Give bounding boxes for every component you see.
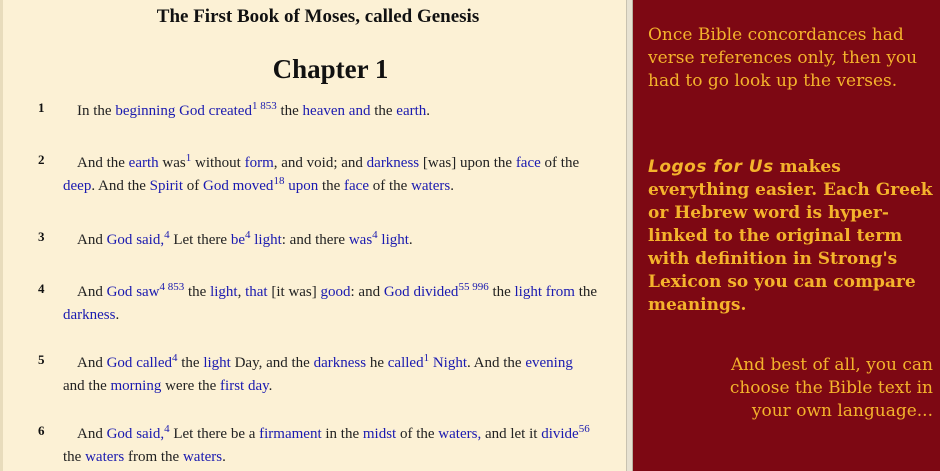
word-link[interactable]: said, <box>136 232 165 248</box>
word-link[interactable]: divide <box>541 426 579 442</box>
strongs-reference-link[interactable]: 4 <box>164 229 170 241</box>
word-link[interactable]: God <box>179 103 205 119</box>
word-link[interactable]: God <box>106 232 133 248</box>
strongs-reference-link[interactable]: 1 853 <box>251 100 277 112</box>
word-link[interactable]: God <box>106 426 133 442</box>
word-link[interactable]: light <box>210 284 238 300</box>
promo-panel <box>633 0 940 471</box>
verse-number: 1 <box>38 100 45 115</box>
word-link[interactable]: created <box>208 103 252 119</box>
word-link[interactable]: form <box>244 155 274 171</box>
verse-number: 6 <box>38 423 45 438</box>
vertical-scrollbar[interactable] <box>626 0 633 471</box>
verse-text: And God called$^4$ the light Day, and the darkness he called$^1$ Night. And the evening and the morning were the first day. <box>63 352 573 394</box>
promo-paragraph-language: And best of all, you can choose the Bible text in your own language... <box>729 355 933 421</box>
strongs-reference-link[interactable]: 4 <box>164 423 170 435</box>
verse-number: 4 <box>38 281 45 296</box>
verse-number: 5 <box>38 352 45 367</box>
strongs-reference-link[interactable]: 4 <box>245 229 251 241</box>
word-link[interactable]: earth <box>396 103 427 119</box>
word-link[interactable]: God <box>106 284 133 300</box>
word-link[interactable]: light <box>203 355 231 371</box>
word-link[interactable]: saw <box>136 284 160 300</box>
word-link[interactable]: waters, <box>438 426 482 442</box>
word-link[interactable]: light <box>514 284 543 300</box>
promo-paragraph-logos <box>648 156 938 317</box>
word-link[interactable]: called <box>387 355 424 371</box>
word-link[interactable]: waters <box>85 449 125 465</box>
book-title: The First Book of Moses, called Genesis <box>156 6 480 27</box>
verse-number: 2 <box>38 152 45 167</box>
word-link[interactable]: be <box>230 232 245 248</box>
promo-logos-description: makes everything easier. Each Greek or Hebrew word is hyper-linked to the original term with definition in Strong's Lexicon so you can compare meanings. <box>648 157 933 315</box>
word-link[interactable]: Night <box>432 355 467 371</box>
word-link[interactable]: God <box>383 284 410 300</box>
word-link[interactable]: God <box>106 355 133 371</box>
logos-for-us-name: Logos for Us <box>648 157 774 177</box>
word-link[interactable]: from <box>545 284 575 300</box>
word-link[interactable]: heaven <box>302 103 346 119</box>
strongs-reference-link[interactable]: 1 <box>185 152 192 164</box>
word-link[interactable]: moved <box>232 178 274 194</box>
strongs-reference-link[interactable]: 55 996 <box>458 281 489 293</box>
word-link[interactable]: midst <box>362 426 397 442</box>
word-link[interactable]: darkness <box>366 155 420 171</box>
word-link[interactable]: firmament <box>259 426 322 442</box>
word-link[interactable]: beginning <box>115 103 176 119</box>
word-link[interactable]: first <box>220 378 245 394</box>
word-link[interactable]: Spirit <box>149 178 184 194</box>
word-link[interactable]: face <box>344 178 369 194</box>
word-link[interactable]: earth <box>128 155 159 171</box>
promo-paragraph-concordance: Once Bible concordances had verse references only, then you had to go look up the verses. <box>648 25 918 91</box>
word-link[interactable]: darkness <box>63 307 116 323</box>
word-link[interactable]: said, <box>136 426 165 442</box>
word-link[interactable]: waters <box>182 449 223 465</box>
word-link[interactable]: deep <box>63 178 92 194</box>
strongs-reference-link[interactable]: 4 <box>172 352 178 364</box>
word-link[interactable]: called <box>136 355 172 371</box>
word-link[interactable]: was <box>348 232 373 248</box>
verse-text: And God saw$^{4 853}$ the light, that [it was] good: and God divided$^{55 996}$ the light from the darkness. <box>63 281 598 323</box>
word-link[interactable]: light <box>254 232 282 248</box>
word-link[interactable]: and <box>348 103 371 119</box>
chapter-heading: Chapter 1 <box>272 54 389 84</box>
word-link[interactable]: God <box>203 178 229 194</box>
strongs-reference-link[interactable]: 56 <box>578 423 590 435</box>
word-link[interactable]: waters <box>411 178 451 194</box>
verse-text: And the earth was$^1$ without form, and void; and darkness [was] upon the face of the deep. And the Spirit of God moved$^{18}$ upon the face of the waters. <box>63 152 580 194</box>
word-link[interactable]: evening <box>525 355 573 371</box>
word-link[interactable]: divided <box>413 284 459 300</box>
word-link[interactable]: good <box>320 284 351 300</box>
verse-text: And God said,$^4$ Let there be a firmament in the midst of the waters, and let it divide$^{56}$ the waters from the waters. <box>63 423 590 465</box>
verse-text: And God said,$^4$ Let there $be^4$ light: and there was$^4$ light. <box>77 229 413 248</box>
strongs-reference-link[interactable]: 1 <box>423 352 430 364</box>
word-link[interactable]: day <box>247 378 269 394</box>
word-link[interactable]: that <box>245 284 268 300</box>
strongs-reference-link[interactable]: 18 <box>273 175 285 187</box>
verse-number: 3 <box>38 229 45 244</box>
verse-text: In the beginning God created$^{1 853}$ the heaven and the earth. <box>77 100 431 119</box>
word-link[interactable]: morning <box>110 378 162 394</box>
strongs-reference-link[interactable]: 4 853 <box>159 281 185 293</box>
strongs-reference-link[interactable]: 4 <box>372 229 378 241</box>
word-link[interactable]: face <box>515 155 541 171</box>
word-link[interactable]: darkness <box>313 355 367 371</box>
word-link[interactable]: light <box>381 232 409 248</box>
word-link[interactable]: upon <box>288 178 319 194</box>
